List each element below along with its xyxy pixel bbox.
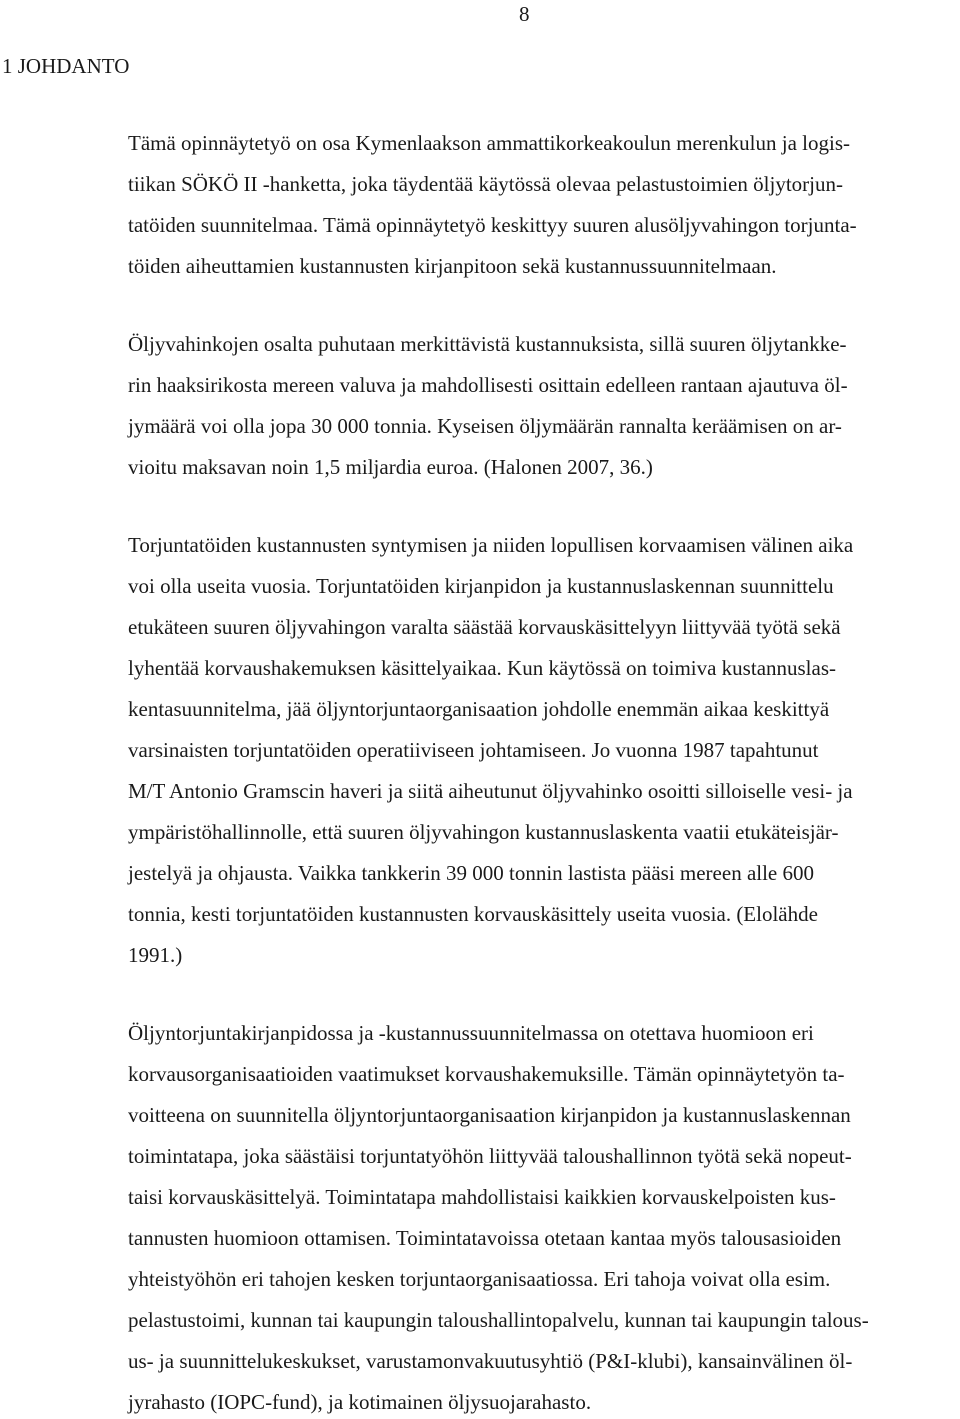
text-line: taisi korvauskäsittelyä. Toimintatapa mahdollistaisi kaikkien korvauskelpoisten kus- <box>128 1185 836 1209</box>
text-line: tatöiden suunnitelmaa. Tämä opinnäytetyö keskittyy suuren alusöljyvahingon torjunta- <box>128 213 857 237</box>
text-line: Torjuntatöiden kustannusten syntymisen ja niiden lopullisen korvaamisen välinen aika <box>128 533 854 557</box>
text-line: vioitu maksavan noin 1,5 miljardia euroa. (Halonen 2007, 36.) <box>128 455 653 479</box>
text-line: Tämä opinnäytetyö on osa Kymenlaakson ammattikorkeakoulun merenkulun ja logis- <box>128 131 850 155</box>
text-line: toimintatapa, joka säästäisi torjuntatyöhön liittyvää taloushallinnon työtä sekä nopeut- <box>128 1144 852 1168</box>
text-line: korvausorganisaatioiden vaatimukset korvaushakemuksille. Tämän opinnäytetyön ta- <box>128 1062 845 1086</box>
text-line: tannusten huomioon ottamisen. Toimintatavoissa otetaan kantaa myös talousasioiden <box>128 1226 842 1250</box>
chapter-heading: 1 JOHDANTO <box>2 54 130 78</box>
page-number: 8 <box>519 2 530 26</box>
text-line: pelastustoimi, kunnan tai kaupungin taloushallintopalvelu, kunnan tai kaupungin talous- <box>128 1308 869 1332</box>
text-line: 1991.) <box>128 943 183 967</box>
text-line: töiden aiheuttamien kustannusten kirjanpitoon sekä kustannussuunnitelmaan. <box>128 254 777 278</box>
text-line: tiikan SÖKÖ II -hanketta, joka täydentää käytössä olevaa pelastustoimien öljytorjun- <box>128 172 843 196</box>
text-line: lyhentää korvaushakemuksen käsittelyaikaa. Kun käytössä on toimiva kustannuslas- <box>128 656 837 680</box>
text-line: Öljyvahinkojen osalta puhutaan merkittävistä kustannuksista, sillä suuren öljytankke- <box>128 332 847 356</box>
text-line: us- ja suunnittelukeskukset, varustamonvakuutusyhtiö (P&I-klubi), kansainvälinen öl- <box>128 1349 853 1373</box>
text-line: ympäristöhallinnolle, että suuren öljyvahingon kustannuslaskenta vaatii etukäteisjär- <box>128 820 839 844</box>
text-line: voi olla useita vuosia. Torjuntatöiden kirjanpidon ja kustannuslaskennan suunnittelu <box>128 574 834 598</box>
text-line: tonnia, kesti torjuntatöiden kustannusten korvauskäsittely useita vuosia. (Elolähde <box>128 902 818 926</box>
text-line: jestelyä ja ohjausta. Vaikka tankkerin 39 000 tonnin lastista pääsi mereen alle 600 <box>128 861 815 885</box>
text-line: jyrahasto (IOPC-fund), ja kotimainen öljysuojarahasto. <box>128 1390 592 1414</box>
text-line: etukäteen suuren öljyvahingon varalta säästää korvauskäsittelyyn liittyvää työtä sekä <box>128 615 841 639</box>
text-line: Öljyntorjuntakirjanpidossa ja -kustannussuunnitelmassa on otettava huomioon eri <box>128 1021 814 1045</box>
text-line: jymäärä voi olla jopa 30 000 tonnia. Kyseisen öljymäärän rannalta keräämisen on ar- <box>128 414 842 438</box>
text-line: kentasuunnitelma, jää öljyntorjuntaorganisaation johdolle enemmän aikaa keskittyä <box>128 697 830 721</box>
text-line: rin haaksirikosta mereen valuva ja mahdollisesti osittain edelleen rantaan ajautuva öl- <box>128 373 848 397</box>
text-line: yhteistyöhön eri tahojen kesken torjuntaorganisaatiossa. Eri tahoja voivat olla esim. <box>128 1267 831 1291</box>
text-line: voitteena on suunnitella öljyntorjuntaorganisaation kirjanpidon ja kustannuslaskennan <box>128 1103 851 1127</box>
text-line: varsinaisten torjuntatöiden operatiiviseen johtamiseen. Jo vuonna 1987 tapahtunut <box>128 738 819 762</box>
text-line: M/T Antonio Gramscin haveri ja siitä aiheutunut öljyvahinko osoitti silloiselle vesi- ja <box>128 779 853 803</box>
